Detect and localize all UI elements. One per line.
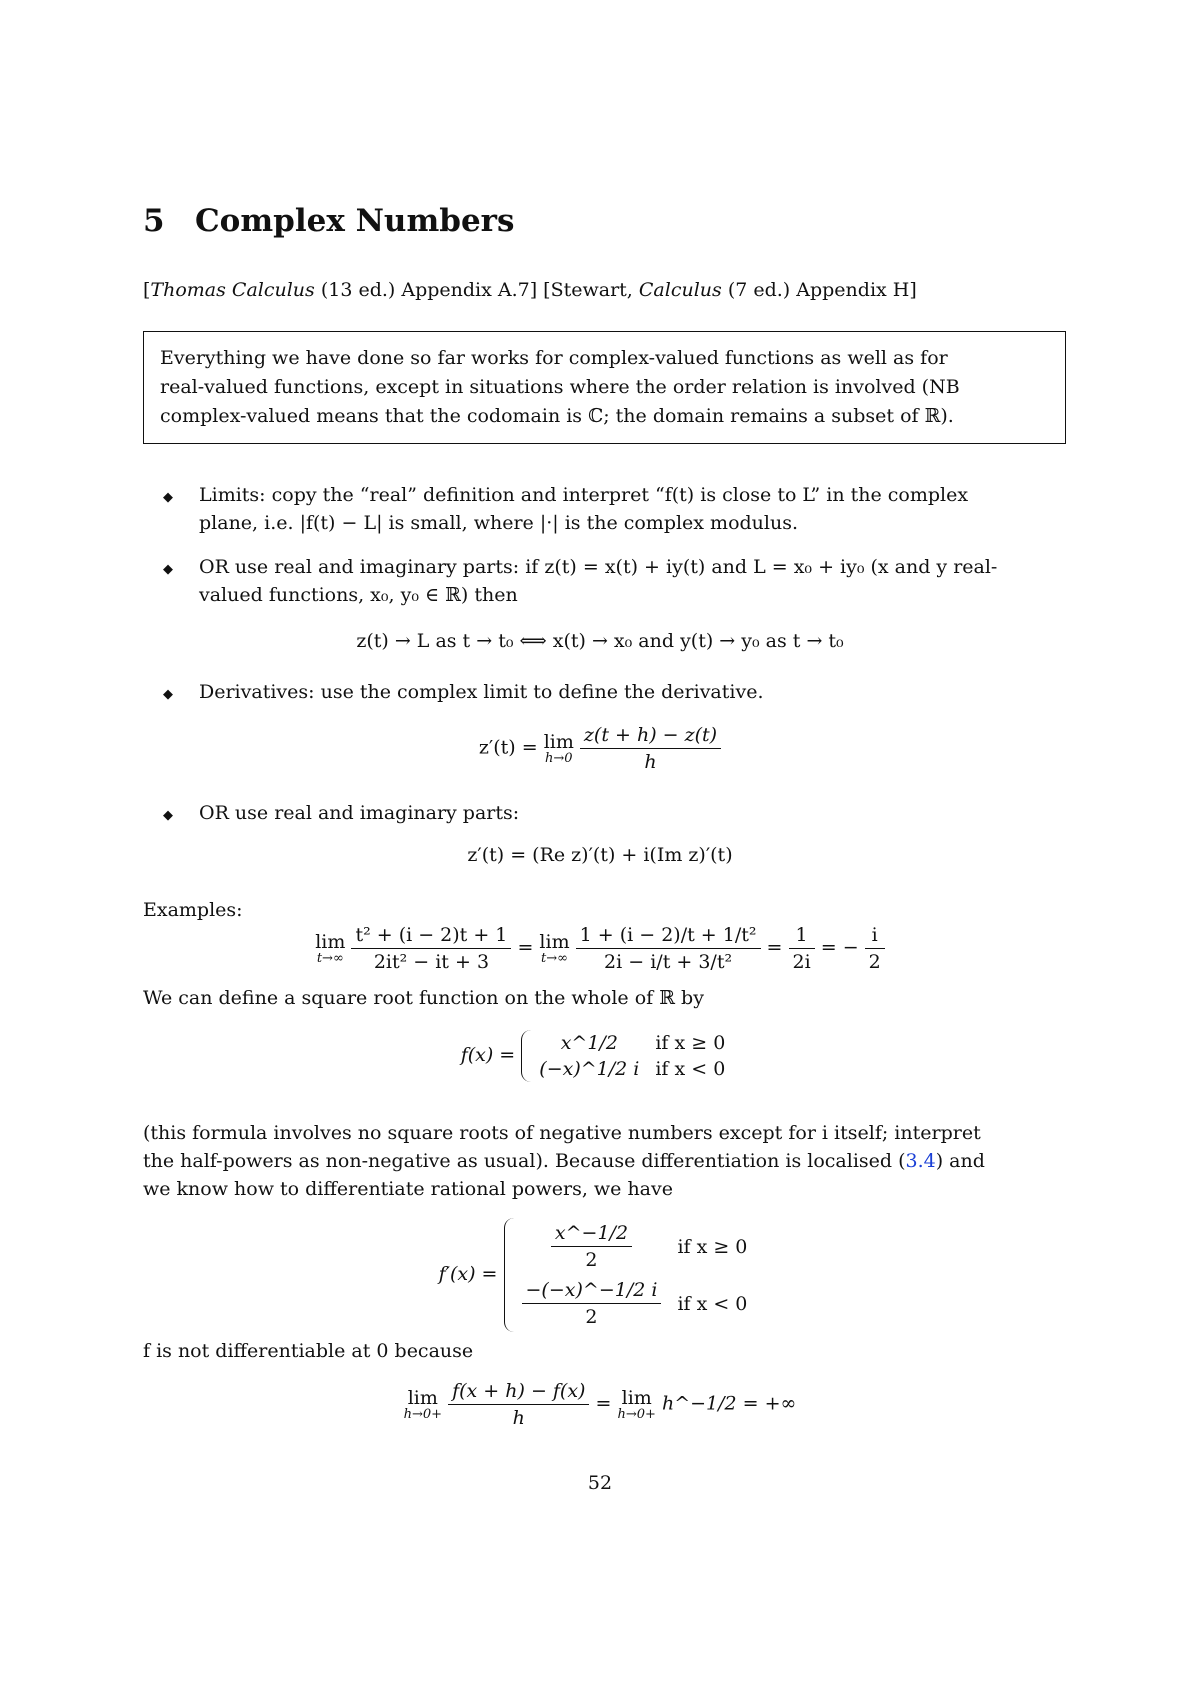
not-differentiable-line: f is not differentiable at 0 because: [143, 1340, 474, 1362]
section-number: 5: [143, 203, 165, 239]
fraction: $\frac{i}{2}$: [865, 922, 885, 975]
equation-derivative: [0, 722, 1200, 775]
limit-operator: lim h→0+: [403, 1386, 443, 1422]
ref-link-3-4[interactable]: 3.4: [905, 1150, 936, 1172]
fraction: $\frac{\text{1 + (i − 2)/t + 1/t²}}{\text{2i − i/t + 3/t²}}$: [576, 922, 761, 975]
sqrt-intro: We can define a square root function on the whole of ℝ by: [143, 987, 704, 1009]
references-line: [143, 279, 917, 301]
ref-text: [: [143, 279, 151, 301]
equation-one-sided-limit: lim h→0+ $\frac{f(x + h) - f(x)}{h}$ = lim h→0+ h^−1/2 = +∞: [403, 1380, 797, 1429]
ref-book-stewart: Calculus: [638, 279, 722, 301]
eq-lhs: z′(t) =: [478, 736, 538, 759]
bullet-parts-line: valued functions, x₀, y₀ ∈ ℝ) then: [199, 584, 518, 606]
limit-operator: lim t→∞: [315, 930, 346, 966]
equation-sqrt-definition: f(x) = x^1/2 if x ≥ 0 (−x)^1/2 i if x < 0: [0, 1030, 1200, 1082]
ref-book-thomas: Thomas Calculus: [150, 279, 315, 301]
bullet-icon: ◆: [163, 687, 173, 702]
remark-box: [143, 331, 1066, 444]
limit-operator: lim h→0: [543, 730, 574, 766]
bullet-icon: ◆: [163, 808, 173, 823]
page-number: 52: [587, 1472, 613, 1494]
section-title: Complex Numbers: [195, 203, 515, 239]
bullet-reim-line: OR use real and imaginary parts:: [199, 802, 520, 824]
bullet-icon: ◆: [163, 490, 173, 505]
paragraph-line: the half-powers as non-negative as usual). Because differentiation is localised (3.4) and: [143, 1150, 985, 1172]
cases-brace: x^1/2 if x ≥ 0 (−x)^1/2 i if x < 0: [521, 1030, 739, 1082]
remark-line: complex-valued means that the codomain is ℂ; the domain remains a subset of ℝ).: [160, 405, 954, 427]
bullet-derivative-line: Derivatives: use the complex limit to define the derivative.: [199, 681, 764, 703]
fraction: $\frac{z(t + h) - z(t)}{h}$: [580, 722, 721, 775]
equation-reim-derivative: z′(t) = (Re z)′(t) + i(Im z)′(t): [467, 844, 733, 866]
remark-line: Everything we have done so far works for complex-valued functions as well as for: [160, 347, 948, 369]
paragraph-line: (this formula involves no square roots of negative numbers except for i itself; interpret: [143, 1122, 981, 1144]
fraction: $\frac{f(x + h) - f(x)}{h}$: [448, 1378, 589, 1431]
bullet-limits-line: Limits: copy the “real” definition and interpret “f(t) is close to L” in the complex: [199, 484, 969, 506]
bullet-icon: ◆: [163, 562, 173, 577]
limit-operator: lim h→0+: [617, 1386, 656, 1422]
fraction: $\frac{\text{t² + (i − 2)t + 1}}{\text{2it² − it + 3}}$: [351, 922, 511, 975]
fraction: $\frac{1}{2i}$: [789, 922, 815, 975]
paragraph-line: we know how to differentiate rational powers, we have: [143, 1178, 673, 1200]
section-heading: [143, 203, 514, 239]
limit-operator: lim t→∞: [539, 930, 570, 966]
cases-brace: $\frac{x\^{}-1/2}{2}$ if x ≥ 0 $\frac{-(-x)\^{}-1/2 i}{2}$ if x < 0: [504, 1218, 762, 1332]
examples-label: Examples:: [143, 899, 243, 921]
bullet-parts-line: OR use real and imaginary parts: if z(t) = x(t) + iy(t) and L = x₀ + iy₀ (x and y real-: [199, 556, 998, 578]
ref-text: (7 ed.) Appendix H]: [721, 279, 917, 301]
ref-text: (13 ed.) Appendix A.7] [Stewart,: [314, 279, 639, 301]
equation-example-limit: lim t→∞ $\frac{\text{t² + (i − 2)t + 1}}{\text{2it² − it + 3}}$ = lim t→∞ $\frac{\text{1 + (i − 2)/t + 1/t²}}{\text{2i − i/t + 3/t²}}$ = $\frac{1}{2i}$ = − $\frac{i}{2}$: [0, 922, 1200, 975]
equation-limit-equivalence: z(t) → L as t → t₀ ⟺ x(t) → x₀ and y(t) → y₀ as t → t₀: [356, 630, 844, 652]
equation-sqrt-derivative: f′(x) = $\frac{x\^{}-1/2}{2}$ if x ≥ 0 $\frac{-(-x)\^{}-1/2 i}{2}$ if x < 0: [0, 1218, 1200, 1332]
bullet-limits-line: plane, i.e. |f(t) − L| is small, where |·| is the complex modulus.: [199, 512, 799, 534]
remark-line: real-valued functions, except in situations where the order relation is involved (NB: [160, 376, 960, 398]
